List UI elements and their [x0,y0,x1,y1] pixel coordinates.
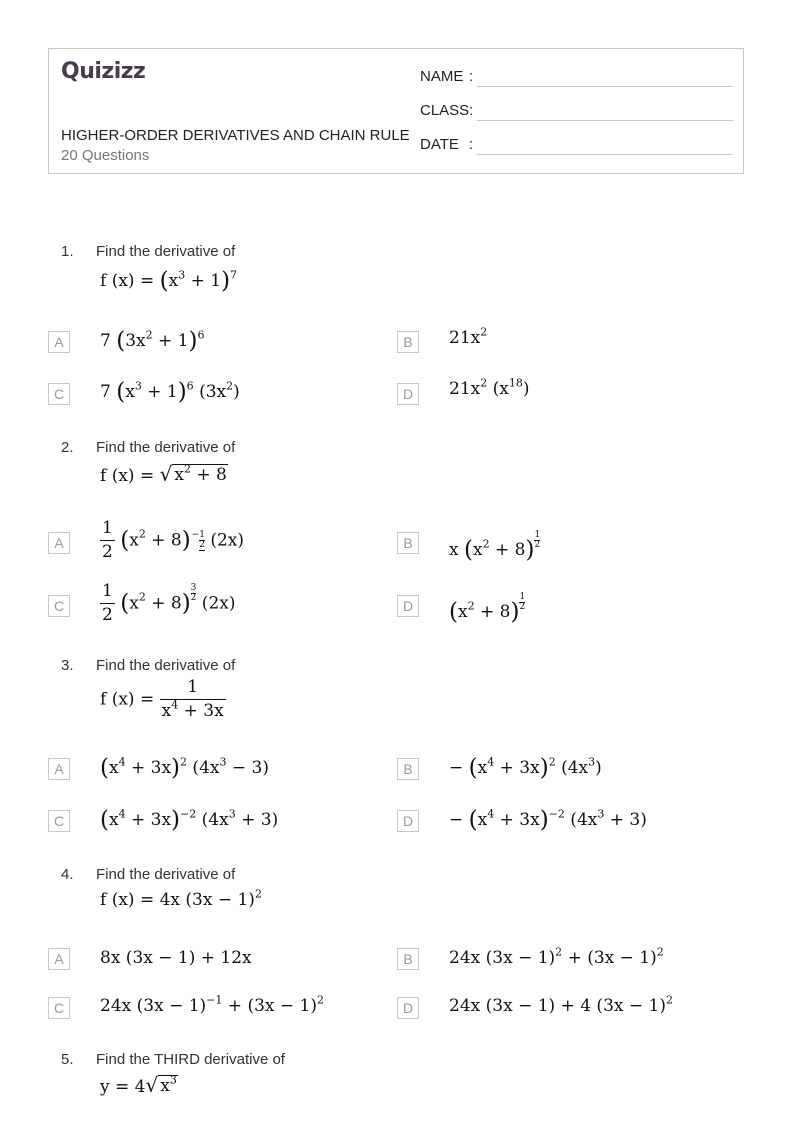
question-prompt: Find the derivative of [96,657,236,674]
question-expression: f (x) = $\frac{1}{x^4 + 3x}$ [100,677,224,721]
option-c-box[interactable]: C [48,383,70,405]
worksheet-title: HIGHER-ORDER DERIVATIVES AND CHAIN RULE [61,127,410,144]
option-d-answer: 24x (3x − 1) + 4 $(3x - 1)^2$ [449,993,673,1016]
option-c-answer: $(x^4 + 3x)^{-2}$ $(4x^3 + 3)$ [100,807,279,833]
option-c-answer: $\frac{1}{2}$ $(x^2 + 8)$ $\frac{3}{2}$ (2x) [102,581,236,625]
question-expression: f (x) = 4x $(3x - 1)^2$ [100,887,262,910]
option-d-box[interactable]: D [397,595,419,617]
class-colon: : [469,102,474,119]
class-field[interactable] [420,99,733,121]
option-c-box[interactable]: C [48,595,70,617]
question-prompt: Find the derivative of [96,866,236,883]
date-label: DATE [420,136,459,153]
option-d-answer: $21x^2$ $(x^{18})$ [449,376,530,399]
option-b-box[interactable]: B [397,331,419,353]
question-prompt: Find the derivative of [96,243,236,260]
worksheet-header [48,48,744,174]
option-c-box[interactable]: C [48,997,70,1019]
question-expression: y = 4 √ $x^3$ [100,1073,177,1097]
option-b-answer: x $(x^2 + 8)$ $\frac{1}{2}$ [449,530,541,564]
quizizz-logo: Quizizz [61,59,146,84]
option-a-box[interactable]: A [48,331,70,353]
option-d-answer: $(x^2 + 8)$ $\frac{1}{2}$ [449,592,526,626]
question-number: 4. [61,866,74,883]
question-count: 20 Questions [61,147,150,164]
option-d-box[interactable]: D [397,810,419,832]
question-number: 2. [61,439,74,456]
date-colon: : [469,136,474,153]
date-field[interactable] [420,133,733,155]
name-line[interactable] [477,86,733,87]
option-a-box[interactable]: A [48,532,70,554]
option-d-box[interactable]: D [397,383,419,405]
option-b-box[interactable]: B [397,532,419,554]
option-d-answer: − $(x^4 + 3x)^{-2}$ $(4x^3 + 3)$ [449,807,647,833]
class-line[interactable] [477,120,733,121]
question-prompt: Find the THIRD derivative of [96,1051,285,1068]
question-prompt: Find the derivative of [96,439,236,456]
option-b-answer: − $(x^4 + 3x)^2$ $(4x^3)$ [449,755,602,781]
option-d-box[interactable]: D [397,997,419,1019]
option-c-box[interactable]: C [48,810,70,832]
option-b-box[interactable]: B [397,948,419,970]
question-number: 1. [61,243,74,260]
option-c-answer: 24x $(3x - 1)^{-1} + (3x - 1)^2$ [100,993,324,1016]
option-b-answer: 24x $(3x - 1)^2 + (3x - 1)^2$ [449,945,664,968]
option-c-answer: 7 $(x^3 + 1)^6$ $(3x^2)$ [100,379,240,405]
date-line[interactable] [477,154,733,155]
option-a-answer: 7 $(3x^2 + 1)^6$ [100,328,205,354]
question-expression: f (x) = √ $x^2 + 8$ [100,462,227,486]
name-label: NAME [420,68,464,85]
option-a-answer: $(x^4 + 3x)^2$ $(4x^3 - 3)$ [100,755,269,781]
option-a-answer: 8x (3x − 1) + 12x [100,948,252,968]
question-expression: f $(x) = (x^3 + 1)^7$ [100,268,238,294]
option-b-box[interactable]: B [397,758,419,780]
name-colon: : [469,68,474,85]
option-a-box[interactable]: A [48,948,70,970]
option-b-answer: $21x^2$ [449,325,488,348]
name-field[interactable] [420,65,733,87]
class-label: CLASS [420,102,470,119]
question-number: 3. [61,657,74,674]
option-a-box[interactable]: A [48,758,70,780]
question-number: 5. [61,1051,74,1068]
option-a-answer: $\frac{1}{2}$ $(x^2 + 8)-$ $\frac{1}{2}$ (2x) [102,518,245,562]
